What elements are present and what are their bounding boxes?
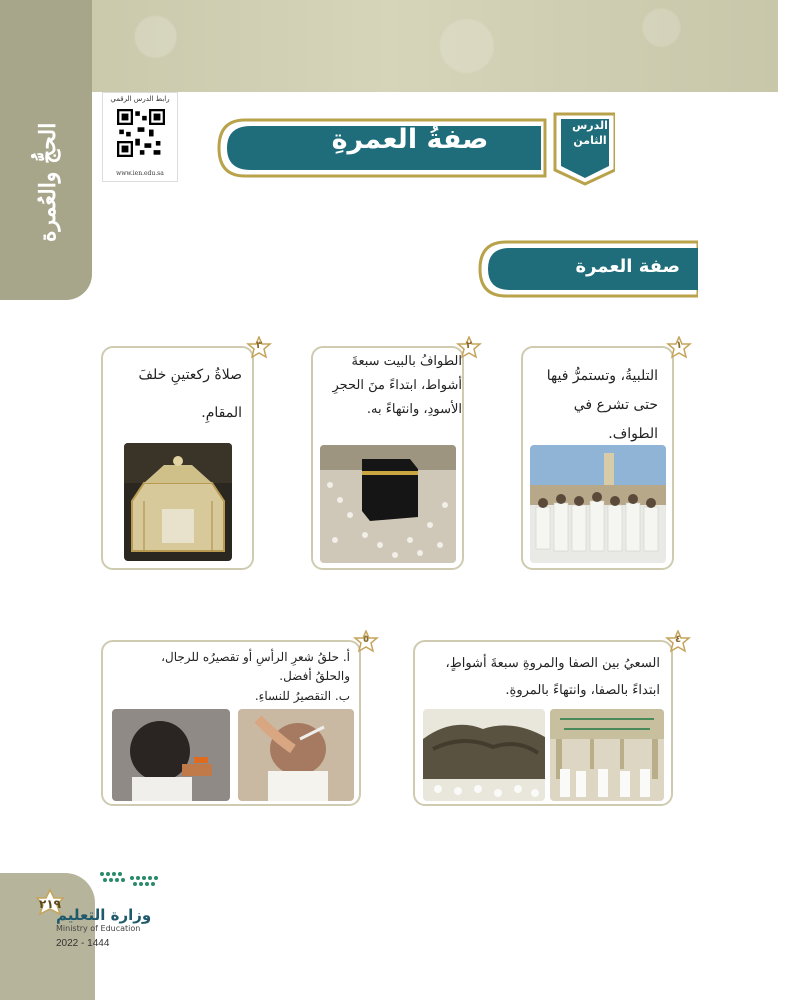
step-number: ٣ — [255, 340, 263, 351]
talbiyah-photo — [530, 445, 666, 563]
head-shaving-photo — [238, 709, 354, 801]
step-number: ١ — [675, 340, 683, 351]
masaa-corridor-photo — [550, 709, 664, 801]
section-title: صفة العمرة — [575, 256, 680, 277]
top-decorative-band — [0, 0, 778, 92]
step-text: ب. التقصيرُ للنساءِ. — [254, 689, 350, 703]
kaaba-photo — [320, 445, 456, 563]
page-number: ٢١٩ — [39, 897, 61, 911]
ministry-name-arabic: وزارة التعليم — [56, 906, 152, 924]
lesson-tag-line1: الدرس — [572, 119, 608, 132]
lesson-title: صفةُ العمرةِ — [331, 124, 489, 155]
step-number: ٤ — [674, 634, 682, 645]
step-text: أ. حلقُ شعرِ الرأسِ أو تقصيرُه للرجال، والحلقُ أفضل. — [161, 650, 350, 683]
step-text: الطوافُ بالبيت سبعةَ أشواط، ابتداءً منَ الحجرِ الأسودِ، وانتهاءً به. — [332, 354, 462, 417]
unit-title: الحجُّ والعُمرة — [35, 122, 61, 242]
qr-url: www.ien.edu.sa — [116, 170, 164, 177]
lesson-tag-line2: الثامن — [573, 134, 607, 147]
qr-code-icon — [117, 109, 165, 157]
step-number: ٥ — [362, 634, 370, 645]
lesson-number-tag — [558, 118, 622, 148]
edition-year: 2022 - 1444 — [56, 938, 110, 949]
ministry-logo-icon — [96, 860, 166, 900]
safa-rock-photo — [423, 709, 545, 801]
step-text: التلبيةُ، وتستمرُّ فيها حتى تشرع في الطواف. — [546, 368, 658, 442]
maqam-ibrahim-photo — [124, 443, 232, 561]
qr-code-box[interactable] — [102, 92, 178, 182]
step-text: صلاةُ ركعتينِ خلفَ المقامِ. — [138, 367, 242, 421]
step-text: السعيُ بين الصفا والمروةِ سبعةَ أشواطٍ، ابتداءً بالصفا، وانتهاءً بالمروةِ. — [445, 656, 660, 698]
haircut-photo — [112, 709, 230, 801]
qr-label: رابط الدرس الرقمي — [110, 95, 170, 103]
ministry-name-english: Ministry of Education — [56, 924, 141, 933]
step-number: ٢ — [465, 340, 473, 351]
